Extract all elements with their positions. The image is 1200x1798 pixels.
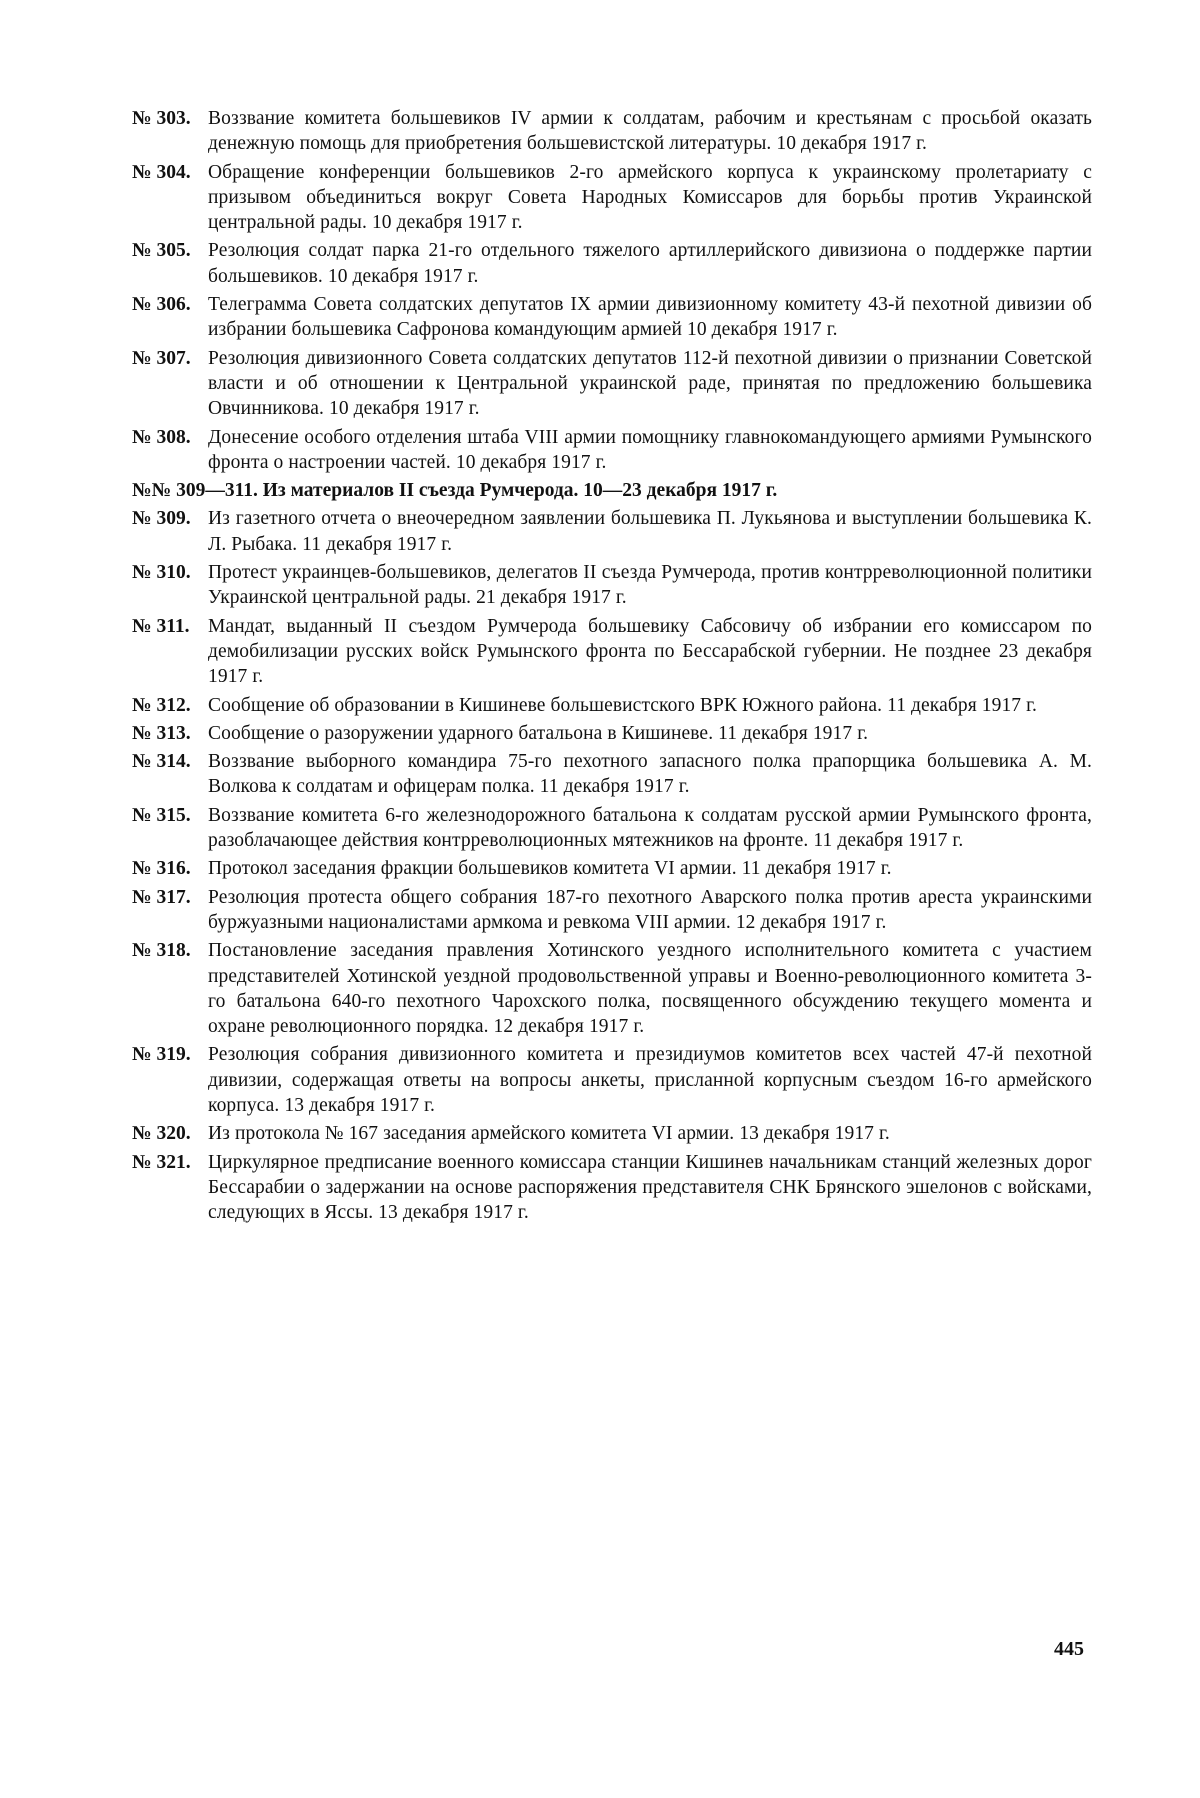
- list-item: [132, 560, 1092, 611]
- list-item: [132, 506, 1092, 557]
- entry-text: Обращение конференции большевиков 2-го армейского корпуса к украинскому пролетариату с призывом объединиться вокруг Совета Народных Комиссаров для борьбы против Украинской центральной рады. 10 декабря 1917 г.: [208, 161, 1092, 234]
- entry-text: Резолюция собрания дивизионного комитета и президиумов комитетов всех частей 47-й пехотной дивизии, содержащая ответы на вопросы анкеты, присланной корпусным съездом 16-го армейского корпуса. 13 декабря 1917 г.: [208, 1044, 1092, 1116]
- entry-number: № 304.: [132, 161, 191, 183]
- entry-text: Постановление заседания правления Хотинского уездного исполнительного комитета с участием представителей Хотинской уездной продовольственной управы и Военно-революционного комитета 3-го батальона 640-го пехотного Чарохского полка, посвященного обсуждению текущего момента и охране революционного порядка. 12 декабря 1917 г.: [208, 940, 1092, 1038]
- document-list: [132, 106, 1092, 1228]
- list-item: [132, 425, 1092, 476]
- entry-text: Воззвание выборного командира 75-го пехотного запасного полка прапорщика большевика А. М. Волкова к солдатам и офицерам полка. 11 декабря 1917 г.: [208, 751, 1092, 798]
- entry-text: Донесение особого отделения штаба VIII армии помощнику главнокомандующего армиями Румынского фронта о настроении частей. 10 декабря 1917 г.: [208, 426, 1092, 473]
- list-item: [132, 1042, 1092, 1118]
- entry-number: № 310.: [132, 562, 191, 584]
- entry-number: № 317.: [132, 886, 191, 908]
- entry-number: № 316.: [132, 858, 191, 880]
- entry-number: № 319.: [132, 1044, 191, 1066]
- entry-number: № 303.: [132, 108, 191, 129]
- list-item: [132, 803, 1092, 854]
- entry-number: № 320.: [132, 1123, 191, 1145]
- list-item: [132, 238, 1092, 289]
- list-item: [132, 1150, 1092, 1226]
- page-number: 445: [1054, 1638, 1084, 1660]
- entry-text: Резолюция дивизионного Совета солдатских депутатов 112-й пехотной дивизии о признании Советской власти и об отношении к Центральной украинской раде, принятая по предложению большевика Овчинникова. 10 декабря 1917 г.: [208, 347, 1092, 420]
- section-heading: №№ 309—311. Из материалов II съезда Румчерода. 10—23 декабря 1917 г.: [132, 480, 778, 502]
- entry-number: № 312.: [132, 694, 191, 716]
- entry-number: № 315.: [132, 804, 191, 826]
- list-item: [132, 106, 1092, 157]
- entry-text: Резолюция солдат парка 21-го отдельного тяжелого артиллерийского дивизиона о поддержке партии большевиков. 10 декабря 1917 г.: [208, 240, 1092, 287]
- entry-text: Протокол заседания фракции большевиков комитета VI армии. 11 декабря 1917 г.: [208, 858, 892, 880]
- entry-number: № 318.: [132, 940, 191, 962]
- entry-number: № 321.: [132, 1151, 191, 1173]
- list-item: [132, 856, 1092, 881]
- entry-number: № 311.: [132, 615, 190, 637]
- entry-number: № 306.: [132, 294, 191, 316]
- entry-text: Из протокола № 167 заседания армейского комитета VI армии. 13 декабря 1917 г.: [208, 1123, 890, 1145]
- list-item: [132, 346, 1092, 422]
- list-item: [132, 938, 1092, 1039]
- entry-number: № 305.: [132, 240, 191, 262]
- entry-number: № 309.: [132, 508, 191, 530]
- list-item: [132, 693, 1092, 718]
- entry-number: № 314.: [132, 751, 191, 773]
- list-item: [132, 885, 1092, 936]
- list-item: [132, 1121, 1092, 1146]
- entry-text: Сообщение об образовании в Кишиневе большевистского ВРК Южного района. 11 декабря 1917 г.: [208, 694, 1037, 716]
- entry-text: Циркулярное предписание военного комиссара станции Кишинев начальникам станций железных дорог Бессарабии о задержании на основе распоряжения представителя СНК Брянского эшелонов с войсками, следующих в Яссы. 13 декабря 1917 г.: [208, 1151, 1092, 1224]
- entry-text: Мандат, выданный II съездом Румчерода большевику Сабсовичу об избрании его комиссаром по демобилизации русских войск Румынского фронта по Бессарабской губернии. Не позднее 23 декабря 1917 г.: [208, 615, 1092, 688]
- entry-number: № 308.: [132, 426, 191, 448]
- entry-text: Из газетного отчета о внеочередном заявлении большевика П. Лукьянова и выступлении большевика К. Л. Рыбака. 11 декабря 1917 г.: [208, 508, 1092, 555]
- entry-text: Протест украинцев-большевиков, делегатов II съезда Румчерода, против контрреволюционной политики Украинской центральной рады. 21 декабря 1917 г.: [208, 562, 1092, 609]
- entry-text: Резолюция протеста общего собрания 187-го пехотного Аварского полка против ареста украинскими буржуазными националистами армкома и ревкома VIII армии. 12 декабря 1917 г.: [208, 886, 1092, 933]
- list-item: [132, 292, 1092, 343]
- list-item: [132, 614, 1092, 690]
- entry-text: Воззвание комитета 6-го железнодорожного батальона к солдатам русской армии Румынского фронта, разоблачающее действия контрреволюционных мятежников на фронте. 11 декабря 1917 г.: [208, 804, 1092, 852]
- entry-text: Воззвание комитета большевиков IV армии к солдатам, рабочим и крестьянам с просьбой оказать денежную помощь для приобретения большевистской литературы. 10 декабря 1917 г.: [208, 108, 1092, 155]
- entry-number: № 307.: [132, 347, 191, 369]
- entry-text: Сообщение о разоружении ударного батальона в Кишиневе. 11 декабря 1917 г.: [208, 722, 869, 744]
- list-item: [132, 749, 1092, 800]
- entry-number: № 313.: [132, 722, 191, 744]
- list-item: [132, 160, 1092, 236]
- list-item: [132, 721, 1092, 746]
- entry-text: Телеграмма Совета солдатских депутатов IX армии дивизионному комитету 43-й пехотной дивизии об избрании большевика Сафронова командующим армией 10 декабря 1917 г.: [208, 294, 1092, 341]
